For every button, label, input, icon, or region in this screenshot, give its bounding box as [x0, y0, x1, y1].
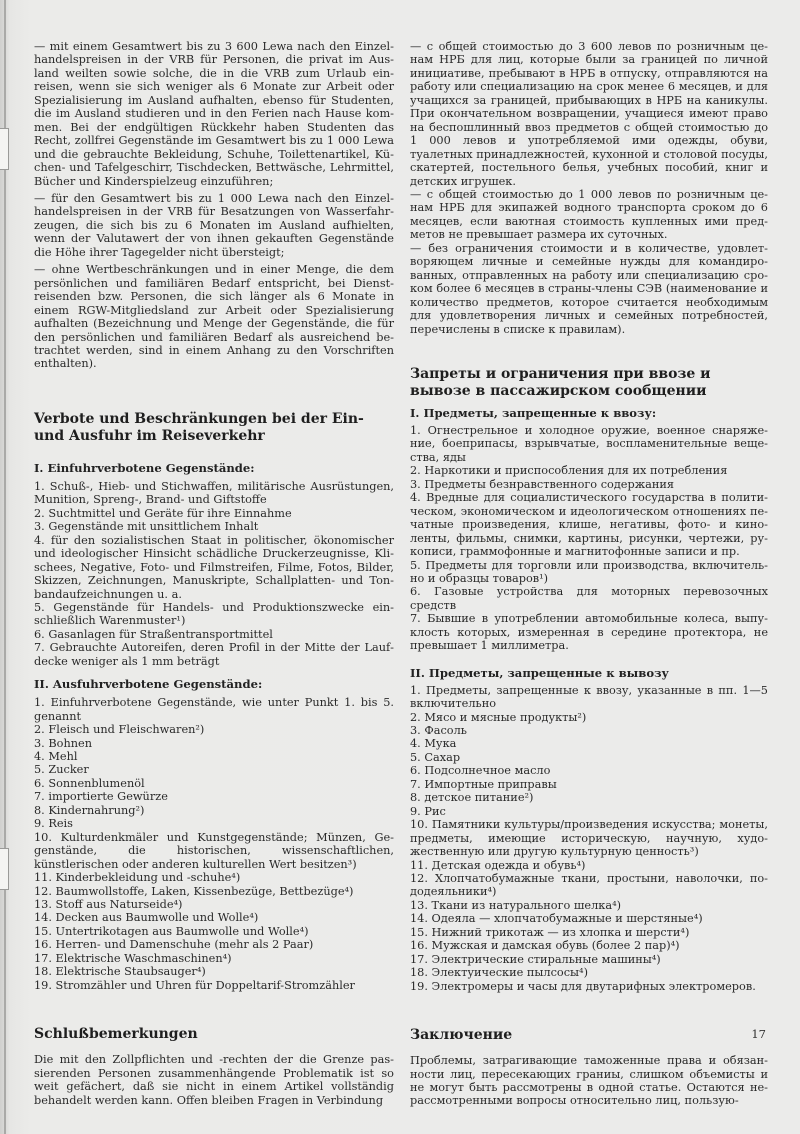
list-item: 1. Einfuhrverbotene Gegenstände, wie unter Punkt 1. bis 5. genannt	[34, 696, 394, 723]
staple	[0, 848, 9, 890]
list-item: 3. Bohnen	[34, 736, 92, 750]
list-item: 5. Gegenstände für Handels- und Produktionszwecke einschließlich Warenmuster¹)	[34, 600, 394, 628]
list-item: 10. Kulturdenkmäler und Kunstgegenstände; Münzen, Gegenstände, die historischen, wissenschaftlichen, künstlerischen oder anderen kulturellen Wert besitzen³)	[34, 830, 394, 871]
subsection-heading-export: II. Предметы, запрещенные к вывозу	[410, 665, 669, 680]
list-item: 4. für den sozialistischen Staat in politischer, ökonomischer und ideologischer Hinsicht schädliche Druckerzeugnisse, Klischees, Negative, Foto- und Filmstreifen, Filme, Fotos, Bilder, Skizzen, Zeichnungen, Manuskripte, Schallplatten- und Tonbandaufzeichnungen u. a.	[34, 533, 394, 601]
list-item: 3. Фасоль	[410, 724, 467, 738]
paragraph: — с общей стоимостью до 1 000 левов по розничным ценам НРБ для экипажей водного транспорта сроком до 6 месяцев, если ваютная стоимость купленных ими предметов не превышает размера их суточных.	[410, 187, 768, 242]
list-item: 7. Импортные приправы	[410, 777, 557, 791]
paragraph: — без ограничения стоимости и в количестве, удовлетворяющем личные и семейные нужды для командированных, отправленных на работу или специализацию сроком более 6 месяцев в страны-члены СЭВ (наименование и количество предметов, которое считается необходимым для удовлетворения личных и семейных потребностей, перечислены в списке к правилам).	[410, 241, 768, 336]
list-item: 3. Предметы безнравственного содержания	[410, 477, 675, 491]
list-item: 13. Stoff aus Naturseide⁴)	[34, 898, 183, 912]
list-item: 18. Elektrische Staubsauger⁴)	[34, 965, 206, 979]
export-list	[410, 684, 768, 993]
closing-paragraph: Die mit den Zollpflichten und -rechten der die Grenze passierenden Personen zusammenhängende Problematik ist so weit gefächert, daß sie nicht in einem Artikel vollständig behandelt werden kann. Offen bleiben Fragen in Verbindung	[34, 1053, 394, 1107]
list-item: 12. Хлопчатобумажные ткани, простыни, наволочки, пододеяльники⁴)	[410, 872, 768, 899]
column-german	[34, 40, 394, 1107]
list-item: 4. Mehl	[34, 750, 78, 764]
list-item: 1. Предметы, запрещенные к ввозу, указанные в пп. 1—5 включительно	[410, 683, 768, 711]
list-item: 1. Огнестрельное и холодное оружие, военное снаряжение, боеприпасы, взрывчатые, воспламенительные вещества, яды	[410, 423, 768, 464]
list-item: 9. Рис	[410, 804, 446, 818]
closing-heading: Заключение	[410, 1027, 513, 1044]
list-item: 7. importierte Gewürze	[34, 790, 168, 804]
section-heading: Запреты и ограничения при ввозе и вывозе в пассажирском сообщении	[410, 365, 711, 399]
list-item: 7. Gebrauchte Autoreifen, deren Profil in der Mitte der Laufdecke weniger als 1 mm beträgt	[34, 641, 394, 668]
column-russian	[410, 40, 768, 1108]
list-item: 4. Вредные для социалистического государства в политическом, экономическом и идеологическом отношениях печатные произведения, клише, негативы, фото- и киноленты, фильмы, снимки, картины, рисунки, чертежи, рукописи, граммофонные и магнитофонные записи и пр.	[410, 491, 768, 559]
list-item: 14. Decken aus Baumwolle und Wolle⁴)	[34, 911, 259, 925]
paragraph: — с общей стоимостью до 3 600 левов по розничным ценам НРБ для лиц, которые были за границей по личной инициативе, пребывают в НРБ в отпуску, отправляются на работу или специализацию на срок менее 6 месяцев, и для учащихся за границей, прибывающих в НРБ на каникулы. При окончательном возвращении, учащиеся имеют право на беспошлинный ввоз предметов с общей стоимостью до 1 000 левов и употребляемой ими одежды, обуви, туалетных принадлежностей, кухонной и столовой посуды, скатертей, постельного белья, учебных пособий, книг и детских игрушек.	[410, 40, 768, 188]
list-item: 19. Stromzähler und Uhren für Doppeltarif-Stromzähler	[34, 978, 355, 992]
list-item: 15. Нижний трикотаж — из хлопка и шерсти⁴)	[410, 925, 690, 939]
list-item: 5. Предметы для торговли или производства, включительно и образцы товаров¹)	[410, 558, 768, 585]
list-item: 5. Сахар	[410, 750, 461, 764]
list-item: 6. Газовые устройства для моторных перевозочных средств	[410, 585, 768, 612]
list-item: 3. Gegenstände mit unsittlichem Inhalt	[34, 520, 259, 534]
binding-edge	[4, 0, 6, 1134]
list-item: 6. Gasanlagen für Straßentransportmittel	[34, 627, 273, 641]
list-item: 19. Электромеры и часы для двутарифных электромеров.	[410, 979, 756, 993]
closing-heading: Schlußbemerkungen	[34, 1026, 198, 1043]
closing-paragraph: Проблемы, затрагивающие таможенные права и обязанности лиц, пересекающих граниы, слишком объемисты и не могут быть рассмотрены в одной статье. Остаются нерассмотренными вопросы относительно лиц, пользую-	[410, 1054, 768, 1108]
list-item: 7. Бывшие в употреблении автомобильные колеса, выпуклость которых, измеренная в середине протектора, не превышает 1 миллиметра.	[410, 612, 768, 653]
list-item: 17. Электрические стиральные машины⁴)	[410, 952, 661, 966]
list-item: 14. Одеяла — хлопчатобумажные и шерстяные⁴)	[410, 912, 703, 926]
list-item: 4. Мука	[410, 737, 457, 751]
list-item: 1. Schuß-, Hieb- und Stichwaffen, militärische Ausrüstungen, Munition, Spreng-, Brand- und Giftstoffe	[34, 479, 394, 507]
list-item: 18. Электуические пылсосы⁴)	[410, 966, 588, 980]
list-item: 16. Herren- und Damenschuhe (mehr als 2 Paar)	[34, 938, 314, 952]
subsection-heading-import: I. Предметы, запрещенные к ввозу:	[410, 405, 657, 420]
list-item: 15. Untertrikotagen aus Baumwolle und Wolle⁴)	[34, 924, 309, 938]
paragraph: — mit einem Gesamtwert bis zu 3 600 Lewa nach den Einzelhandelspreisen in der VRB für Personen, die privat im Ausland weilten sowie solche, die in die VRB zum Urlaub einreisen, wenn sie sich weniger als 6 Monate zur Arbeit oder Spezialisierung im Ausland aufhalten, ebenso für Studenten, die im Ausland studieren und in den Ferien nach Hause kommen. Bei der endgültigen Rückkehr haben Studenten das Recht, zollfrei Gegenstände im Gesamtwert bis zu 1 000 Lewa und die gebrauchte Bekleidung, Schuhe, Toilettenartikel, Küchen- und Tafelgeschirr, Tischdecken, Bettwäsche, Lehrmittel, Bücher und Kinderspielzeug einzuführen;	[34, 40, 394, 188]
list-item: 2. Suchtmittel und Geräte für ihre Einnahme	[34, 506, 292, 520]
import-list	[410, 424, 768, 653]
subsection-heading-import: I. Einfuhrverbotene Gegenstände:	[34, 460, 255, 475]
list-item: 12. Baumwollstoffe, Laken, Kissenbezüge, Bettbezüge⁴)	[34, 884, 354, 898]
list-item: 11. Kinderbekleidung und -schuhe⁴)	[34, 871, 241, 885]
list-item: 8. Kindernahrung²)	[34, 803, 145, 817]
section-heading: Verbote und Beschränkungen bei der Ein- und Ausfuhr im Reiseverkehr	[34, 410, 364, 444]
list-item: 6. Sonnenblumenöl	[34, 776, 145, 790]
list-item: 11. Детская одежда и обувь⁴)	[410, 858, 586, 872]
list-item: 13. Ткани из натурального шелка⁴)	[410, 898, 622, 912]
import-list	[34, 480, 394, 668]
staple	[0, 128, 9, 170]
list-item: 2. Fleisch und Fleischwaren²)	[34, 723, 205, 737]
list-item: 5. Zucker	[34, 763, 89, 777]
list-item: 6. Подсолнечное масло	[410, 764, 551, 778]
list-item: 2. Наркотики и приспособления для их потребления	[410, 464, 728, 478]
list-item: 8. детское питание²)	[410, 791, 534, 805]
subsection-heading-export: II. Ausfuhrverbotene Gegenstände:	[34, 677, 263, 692]
list-item: 9. Reis	[34, 817, 73, 831]
paragraph: — ohne Wertbeschränkungen und in einer Menge, die dem persönlichen und familiären Bedarf entspricht, bei Dienstreisenden bzw. Personen, die sich länger als 6 Monate in einem RGW-Mitgliedsland zur Arbeit oder Spezialisierung aufhalten (Bezeichnung und Menge der Gegenstände, die für den persönlichen und familiären Bedarf als ausreichend betrachtet werden, sind in einem Anhang zu den Vorschriften enthalten).	[34, 263, 394, 371]
list-item: 16. Мужская и дамская обувь (более 2 пар)⁴)	[410, 939, 680, 953]
list-item: 10. Памятники культуры/произведения искусства; монеты, предметы, имеющие историческую, научную, художественную или другую культурную ценность³)	[410, 818, 768, 859]
export-list	[34, 696, 394, 992]
paragraph: — für den Gesamtwert bis zu 1 000 Lewa nach den Einzelhandelspreisen in der VRB für Besatzungen von Wasserfahrzeugen, die sich bis zu 6 Monaten im Ausland aufhielten, wenn der Valutawert der von ihnen gekauften Gegenstände die Höhe ihrer Tagegelder nicht übersteigt;	[34, 191, 394, 259]
list-item: 17. Elektrische Waschmaschinen⁴)	[34, 951, 232, 965]
list-item: 2. Мясо и мясные продукты²)	[410, 710, 587, 724]
page-number: 17	[751, 1027, 766, 1041]
